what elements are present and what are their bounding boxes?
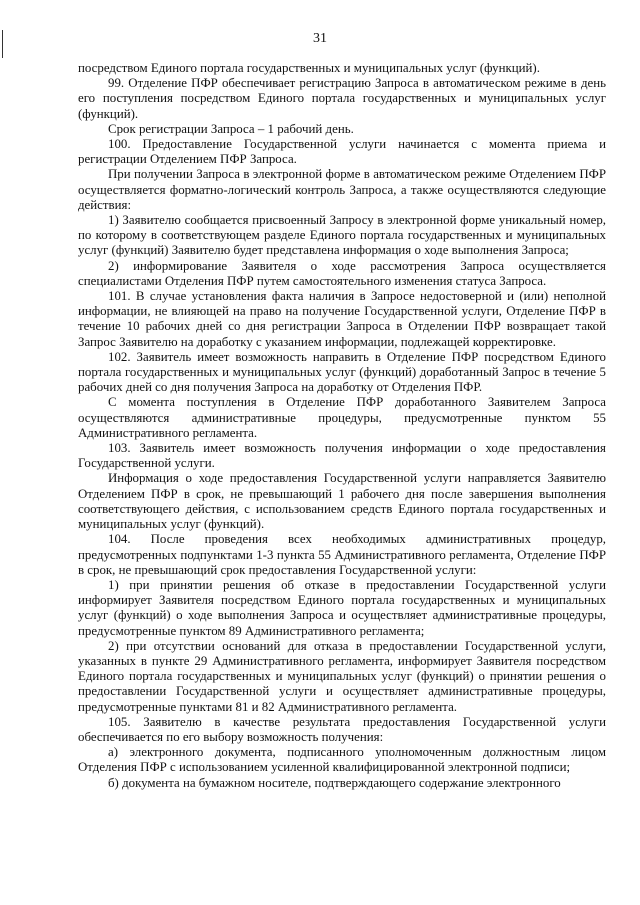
page-number: 31 xyxy=(313,31,327,46)
paragraph-104: 104. После проведения всех необходимых административных процедур, предусмотренных подпунктами 1-3 пункта 55 Административного регламента, Отделение ПФР в срок, не превышающий срок предоставления Государственной услуги: xyxy=(78,532,606,577)
paragraph-99-term: Срок регистрации Запроса – 1 рабочий день. xyxy=(108,121,354,136)
paragraph-101: 101. В случае установления факта наличия в Запросе недостоверной и (или) неполной информации, не влияющей на право на получение Государственной услуги, Отделение ПФР в течение 10 рабочих дней со дня регистрации Запроса в Отделении ПФР возвращает такой Запрос Заявителю на доработку с указанием информации, подлежащей корректировке. xyxy=(78,289,606,349)
paragraph-103-info: Информация о ходе предоставления Государственной услуги направляется Заявителю Отделением ПФР в срок, не превышающий 1 рабочего дня после завершения выполнения соответствующего действия, с использованием средств Единого портала государственных и муниципальных услуг (функций). xyxy=(78,471,606,532)
paragraph-104-item-1: 1) при принятии решения об отказе в предоставлении Государственной услуги информирует Заявителя посредством Единого портала государственных и муниципальных услуг (функций) о ходе выполнения Запроса и осуществляет административные процедуры, предусмотренные пунктом 89 Административного регламента; xyxy=(78,577,606,638)
paragraph-103: 103. Заявитель имеет возможность получения информации о ходе предоставления Государственной услуги. xyxy=(78,441,606,471)
paragraph-105-item-b: б) документа на бумажном носителе, подтверждающего содержание электронного xyxy=(108,775,561,790)
paragraph-105-item-a: а) электронного документа, подписанного уполномоченным должностным лицом Отделения ПФР с использованием усиленной квалифицированной электронной подписи; xyxy=(78,745,606,775)
paragraph-100-item-1: 1) Заявителю сообщается присвоенный Запросу в электронной форме уникальный номер, по которому в соответствующем разделе Единого портала государственных и муниципальных услуг (функций) Заявителю будет представлена информация о ходе выполнения Запроса; xyxy=(78,213,606,258)
paragraph-continuation: посредством Единого портала государственных и муниципальных услуг (функций). xyxy=(78,61,540,75)
paragraph-100-item-2: 2) информирование Заявителя о ходе рассмотрения Запроса осуществляется специалистами Отделения ПФР путем самостоятельного изменения статуса Запроса. xyxy=(78,258,606,288)
document-body xyxy=(78,61,606,791)
paragraph-105: 105. Заявителю в качестве результата предоставления Государственной услуги обеспечивается по его выбору возможность получения: xyxy=(78,714,606,744)
paragraph-100-control: При получении Запроса в электронной форме в автоматическом режиме Отделением ПФР осуществляется форматно-логический контроль Запроса, а также осуществляются следующие действия: xyxy=(78,167,606,212)
paragraph-99: 99. Отделение ПФР обеспечивает регистрацию Запроса в автоматическом режиме в день его поступления посредством Единого портала государственных и муниципальных услуг (функций). xyxy=(78,76,606,121)
paragraph-102-procedures: С момента поступления в Отделение ПФР доработанного Заявителем Запроса осуществляются административные процедуры, предусмотренные пунктом 55 Административного регламента. xyxy=(78,395,606,440)
paragraph-100: 100. Предоставление Государственной услуги начинается с момента приема и регистрации Отделением ПФР Запроса. xyxy=(78,137,606,167)
paragraph-102: 102. Заявитель имеет возможность направить в Отделение ПФР посредством Единого портала государственных и муниципальных услуг (функций) доработанный Запрос в течение 5 рабочих дней со дня получения Запроса на доработку от Отделения ПФР. xyxy=(78,349,606,395)
paragraph-104-item-2: 2) при отсутствии оснований для отказа в предоставлении Государственной услуги, указанных в пункте 29 Административного регламента, информирует Заявителя посредством Единого портала государственных и муниципальных услуг (функций) о принятии решения о предоставлении Государственной услуги и осуществляет административные процедуры, предусмотренные пунктами 81 и 82 Административного регламента. xyxy=(78,638,606,714)
